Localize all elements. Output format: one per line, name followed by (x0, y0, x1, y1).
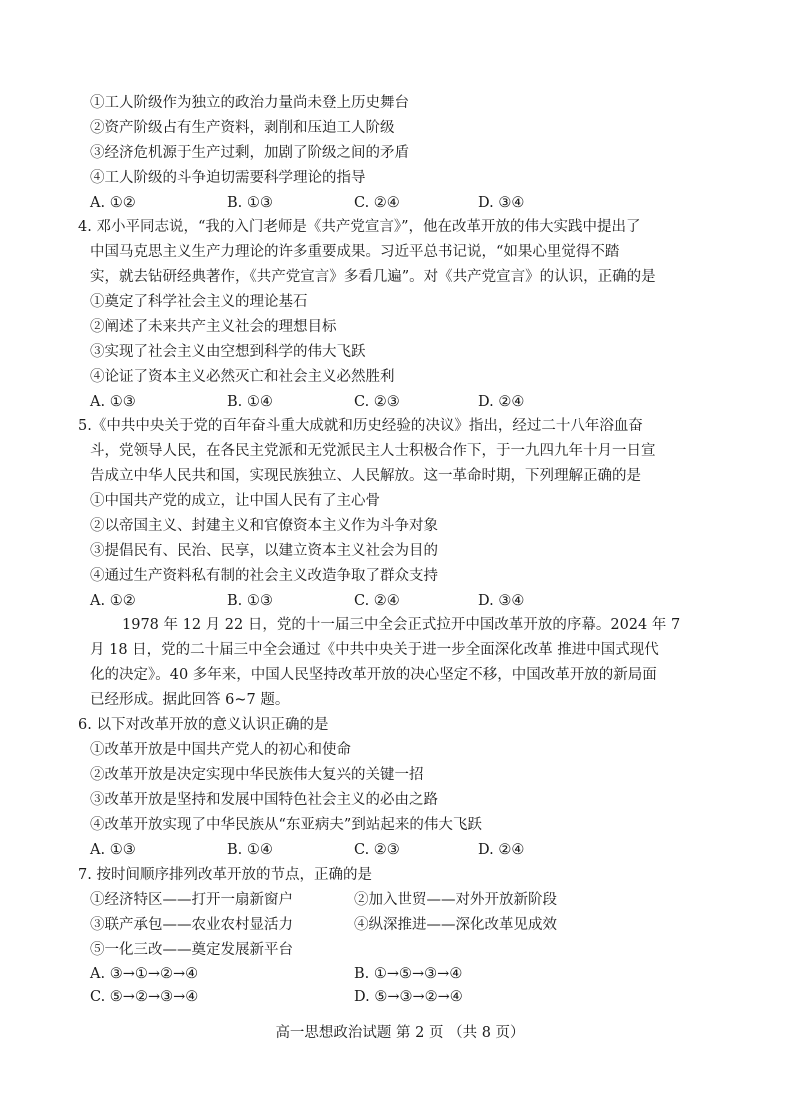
q7-stem: 7. 按时间顺序排列改革开放的节点，正确的是 (78, 867, 372, 883)
q3-option-4: ④工人阶级的斗争迫切需要科学理论的指导 (90, 170, 366, 186)
q4-choice-d: D. ②④ (478, 394, 525, 410)
q6-choice-b: B. ①④ (227, 842, 273, 858)
q4-option-3: ③实现了社会主义由空想到科学的伟大飞跃 (90, 344, 366, 360)
q5-option-2: ②以帝国主义、封建主义和官僚资本主义作为斗争对象 (90, 518, 438, 534)
q4-option-1: ①奠定了科学社会主义的理论基石 (90, 294, 308, 310)
q7-option-1: ①经济特区——打开一扇新窗户 (90, 892, 293, 908)
material-line-2: 月 18 日，党的二十届三中全会通过《中共中央关于进一步全面深化改革 推进中国式现代 (90, 642, 659, 658)
q7-choice-d: D. ⑤→③→②→④ (354, 989, 463, 1005)
q5-choices (90, 590, 730, 612)
q6-option-3: ③改革开放是坚持和发展中国特色社会主义的必由之路 (90, 792, 438, 808)
q3-option-2: ②资产阶级占有生产资料，剥削和压迫工人阶级 (90, 120, 395, 136)
q5-option-3: ③提倡民有、民治、民享，以建立资本主义社会为目的 (90, 543, 438, 559)
q4-choice-c: C. ②③ (354, 394, 400, 410)
q7-options-row-2 (90, 914, 730, 936)
q7-choices-row-1 (90, 963, 730, 985)
q7-option-3: ③联产承包——农业农村显活力 (90, 917, 293, 933)
page-footer: 高一思想政治试题 第 2 页 （共 8 页） (275, 1025, 525, 1041)
q5-option-4: ④通过生产资料私有制的社会主义改造争取了群众支持 (90, 568, 438, 584)
q5-choice-c: C. ②④ (354, 593, 400, 609)
q5-stem-line-2: 斗，党领导人民，在各民主党派和无党派民主人士积极合作下，于一九四九年十月一日宣 (90, 443, 656, 459)
q7-choices-row-2 (90, 986, 730, 1008)
q6-stem: 6. 以下对改革开放的意义认识正确的是 (78, 717, 329, 733)
q5-stem-line-1: 5.《中共中央关于党的百年奋斗重大成就和历史经验的决议》指出，经过二十八年浴血奋 (78, 418, 643, 434)
q6-choices (90, 839, 730, 861)
q3-choice-a: A. ①② (90, 195, 136, 211)
q6-option-2: ②改革开放是决定实现中华民族伟大复兴的关键一招 (90, 767, 424, 783)
q4-stem-line-2: 中国马克思主义生产力理论的许多重要成果。习近平总书记说，“如果心里觉得不踏 (90, 244, 620, 260)
q5-stem-line-3: 告成立中华人民共和国，实现民族独立、人民解放。这一革命时期，下列理解正确的是 (90, 468, 641, 484)
q7-choice-b: B. ①→⑤→③→④ (354, 966, 463, 982)
q7-choice-c: C. ⑤→②→③→④ (90, 989, 199, 1005)
q3-choice-d: D. ③④ (478, 195, 525, 211)
q7-option-5: ⑤一化三改——奠定发展新平台 (90, 942, 293, 958)
q4-choice-a: A. ①③ (90, 394, 136, 410)
q7-choice-a: A. ③→①→②→④ (90, 966, 199, 982)
q6-choice-d: D. ②④ (478, 842, 525, 858)
q4-option-2: ②阐述了未来共产主义社会的理想目标 (90, 319, 337, 335)
q6-choice-a: A. ①③ (90, 842, 136, 858)
q6-option-4: ④改革开放实现了中华民族从“东亚病夫”到站起来的伟大飞跃 (90, 817, 482, 833)
material-line-3: 化的决定》。40 多年来，中国人民坚持改革开放的决心坚定不移，中国改革开放的新局面 (90, 667, 657, 683)
q5-choice-b: B. ①③ (227, 593, 273, 609)
q3-choices (90, 192, 730, 214)
q5-choice-a: A. ①② (90, 593, 136, 609)
q4-stem-line-3: 实，就去钻研经典著作，《共产党宣言》多看几遍”。对《共产党宣言》的认识，正确的是 (90, 269, 656, 285)
q7-option-4: ④纵深推进——深化改革见成效 (354, 917, 557, 933)
q3-option-1: ①工人阶级作为独立的政治力量尚未登上历史舞台 (90, 95, 409, 111)
q3-choice-c: C. ②④ (354, 195, 400, 211)
q4-stem-line-1: 4. 邓小平同志说，“我的入门老师是《共产党宣言》”，他在改革开放的伟大实践中提出了 (78, 219, 641, 235)
q5-option-1: ①中国共产党的成立，让中国人民有了主心骨 (90, 493, 380, 509)
q3-option-3: ③经济危机源于生产过剩，加剧了阶级之间的矛盾 (90, 145, 409, 161)
material-line-1: 1978 年 12 月 22 日，党的十一届三中全会正式拉开中国改革开放的序幕。2024 年 7 (122, 617, 681, 633)
q4-choice-b: B. ①④ (227, 394, 273, 410)
q5-choice-d: D. ③④ (478, 593, 525, 609)
q4-option-4: ④论证了资本主义必然灭亡和社会主义必然胜利 (90, 369, 395, 385)
q7-options-row-1 (90, 889, 730, 911)
q6-choice-c: C. ②③ (354, 842, 400, 858)
material-line-4: 已经形成。据此回答 6~7 题。 (90, 692, 290, 708)
q4-choices (90, 391, 730, 413)
q7-option-2: ②加入世贸——对外开放新阶段 (354, 892, 557, 908)
q3-choice-b: B. ①③ (227, 195, 273, 211)
q6-option-1: ①改革开放是中国共产党人的初心和使命 (90, 742, 351, 758)
